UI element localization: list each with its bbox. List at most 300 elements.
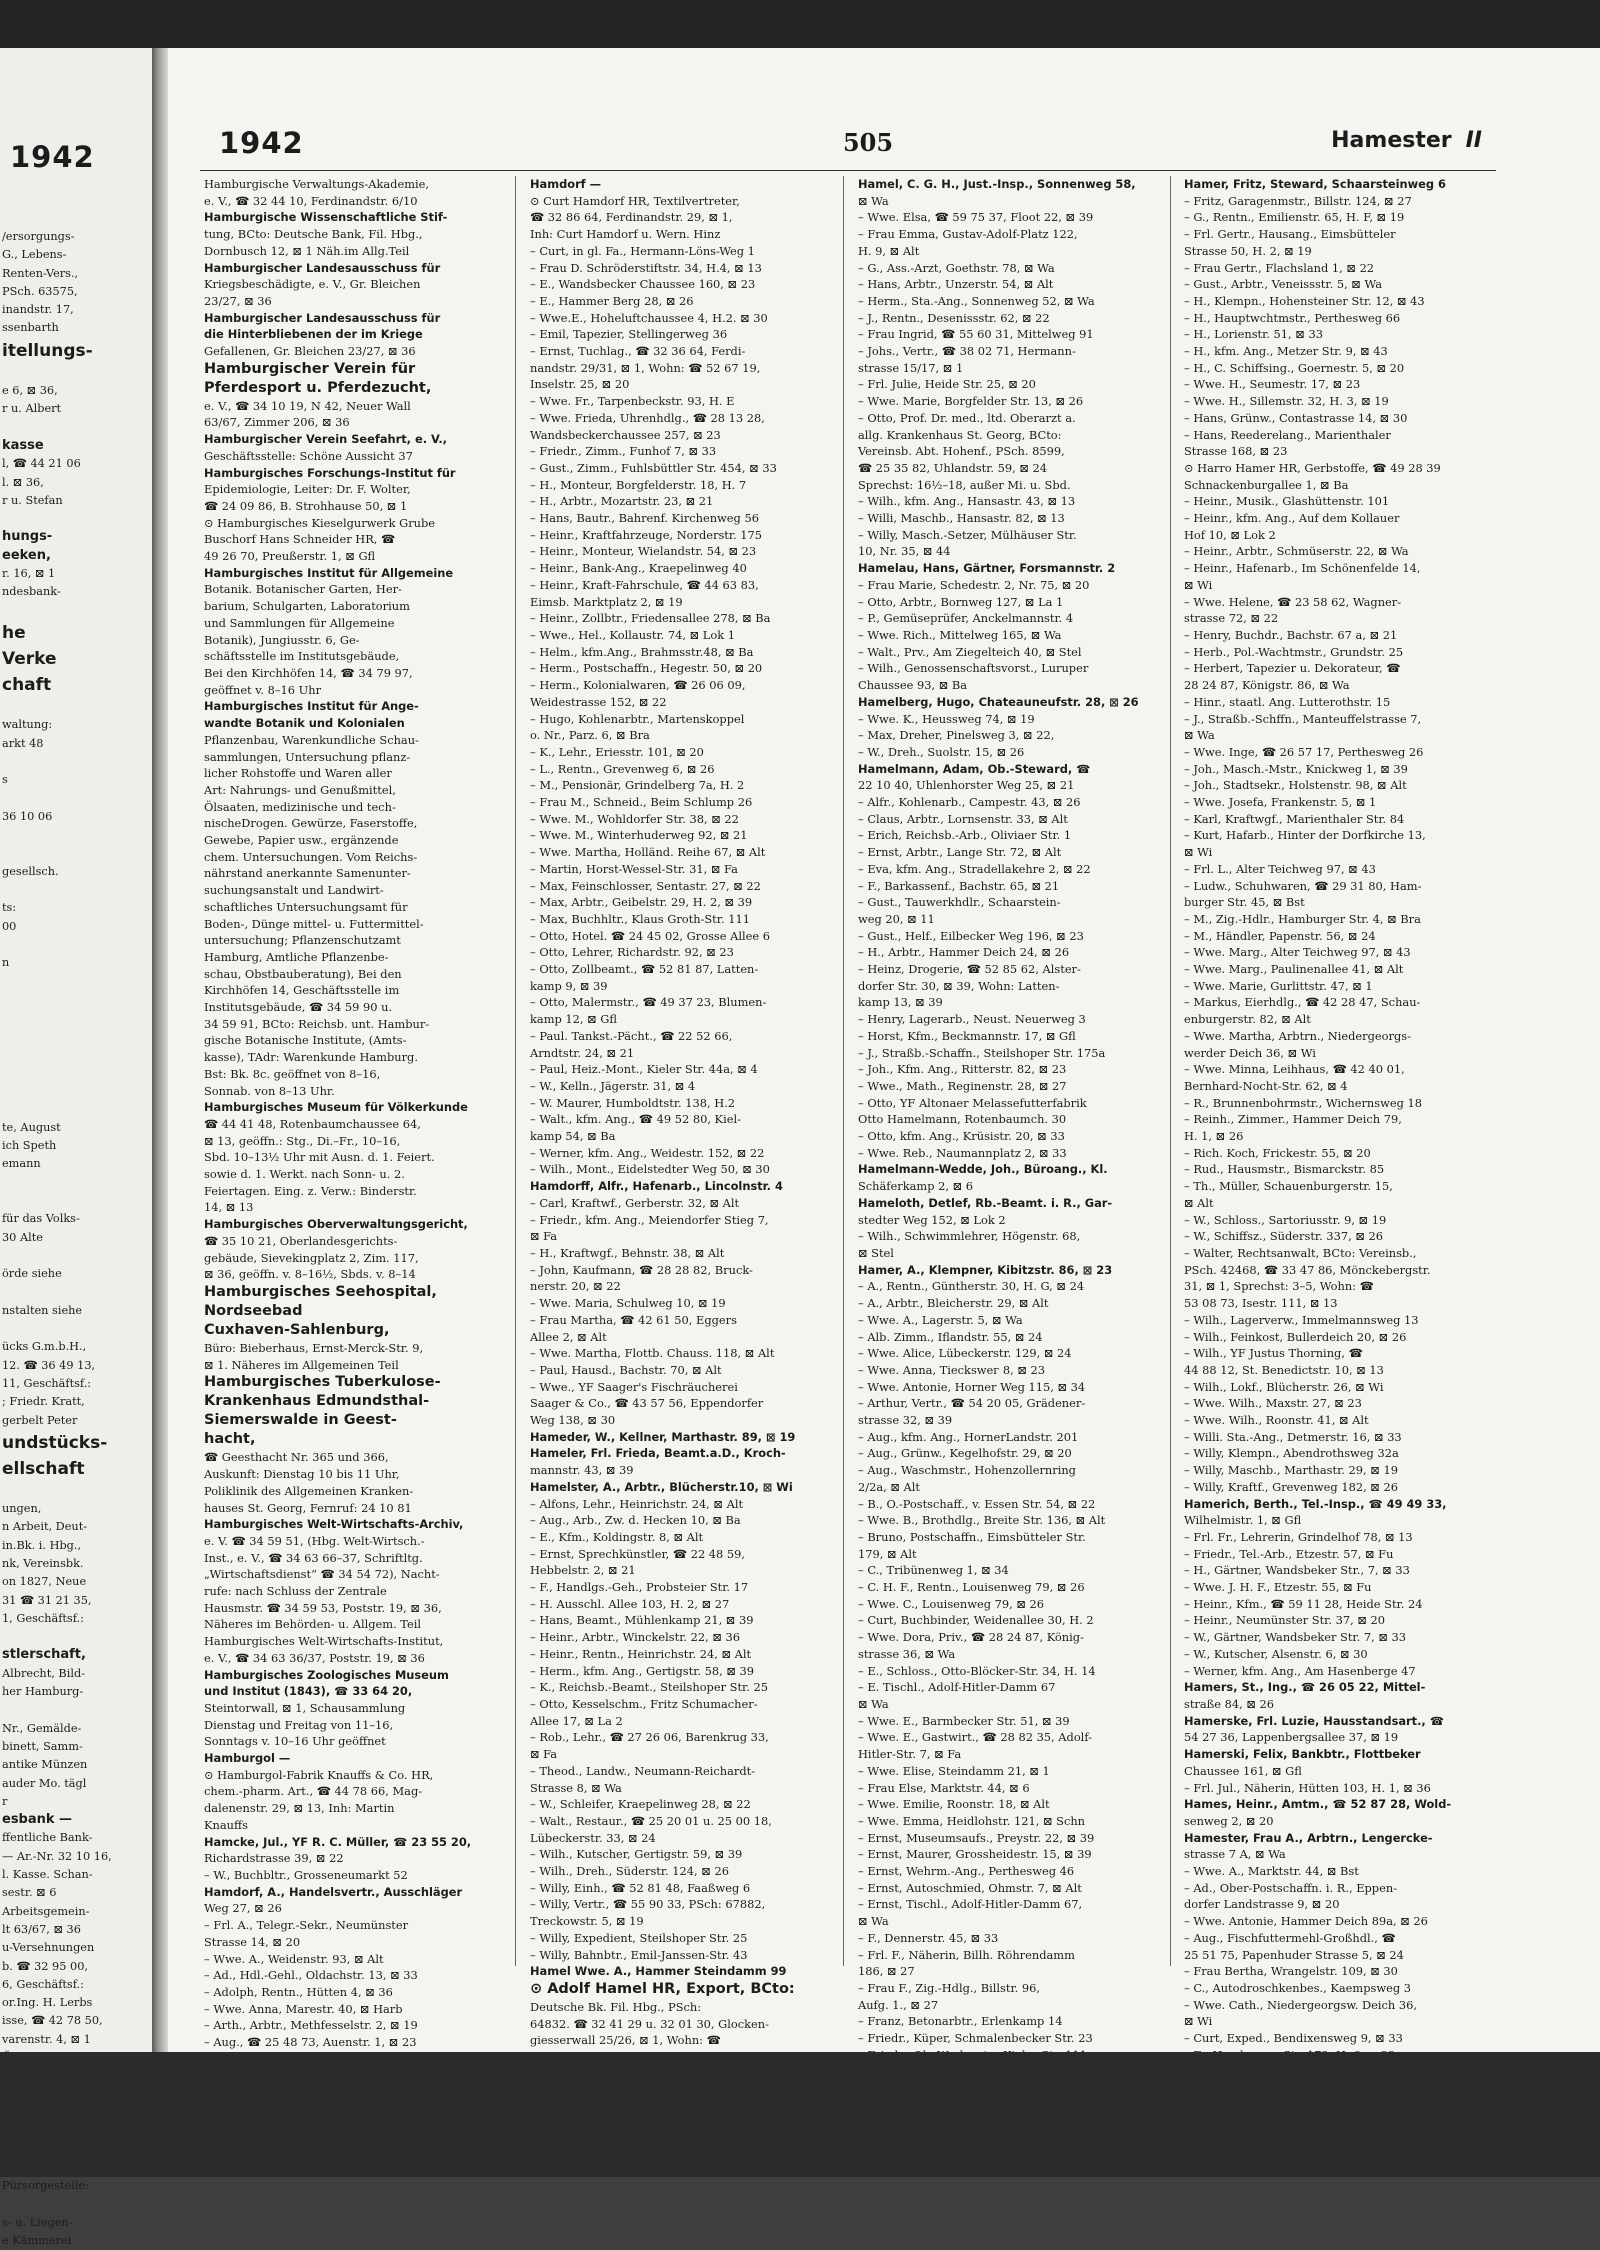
directory-line: e. V., ☎ 34 63 36/37, Poststr. 19, ⊠ 36 [204, 1650, 425, 1665]
directory-line: für das Volks- [2, 1212, 80, 1226]
directory-line: – Frl. L., Alter Teichweg 97, ⊠ 43 [1184, 861, 1376, 876]
directory-line: Aufg. 1., ⊠ 27 [858, 1997, 939, 2012]
directory-line: – Wwe. M., Winterhuderweg 92, ⊠ 21 [530, 828, 748, 843]
directory-line: hungs- [2, 529, 53, 545]
directory-line: – Heinr., Arbtr., Schmüserstr. 22, ⊠ Wa [1184, 544, 1409, 559]
directory-line: e Kämmerei [2, 2233, 72, 2247]
directory-line: Deutsche Bk. Fil. Hbg., PSch: [530, 1999, 702, 2014]
directory-line: ⊠ 13, geöffn.: Stg., Di.–Fr., 10–16, [204, 1133, 401, 1148]
directory-line: Bst: Bk. 8c. geöffnet von 8–16, [204, 1066, 381, 1081]
directory-line: – E., Hammer Berg 28, ⊠ 26 [530, 293, 694, 308]
directory-line: – Wwe. Martha, Arbtrn., Niedergeorgs- [1184, 1028, 1411, 1043]
column-2 [530, 176, 816, 2048]
directory-line: Hamburgischer Verein für [204, 360, 416, 377]
directory-line: – Otto, Malermstr., ☎ 49 37 23, Blumen- [530, 995, 767, 1010]
directory-line: r u. Stefan [2, 493, 63, 507]
directory-line: – Max, Feinschlosser, Sentastr. 27, ⊠ 22 [530, 878, 761, 893]
directory-line: Hamcke, Jul., YF R. C. Müller, ☎ 23 55 20, [204, 1834, 472, 1849]
directory-line: Hames, Heinr., Amtm., ☎ 52 87 28, Wold- [1184, 1797, 1452, 1812]
directory-line: Inselstr. 25, ⊠ 20 [530, 377, 630, 392]
directory-line: – W., Schiffsz., Süderstr. 337, ⊠ 26 [1184, 1229, 1383, 1244]
directory-line [2, 1082, 150, 1100]
directory-line: geöffnet v. 8–16 Uhr [204, 682, 322, 697]
directory-line [2, 1482, 150, 1500]
directory-line: – A., Arbtr., Bleicherstr. 29, ⊠ Alt [858, 1296, 1049, 1311]
directory-line: Kriegsbeschädigte, e. V., Gr. Bleichen [204, 277, 421, 292]
directory-line: – R., Brunnenbohrmstr., Wichernsweg 18 [1184, 1095, 1422, 1110]
directory-line: ☎ 44 41 48, Rotenbaumchaussee 64, [204, 1116, 421, 1131]
directory-line: strasse 15/17, ⊠ 1 [858, 360, 964, 375]
directory-line: b. ☎ 32 95 00, [2, 1959, 88, 1973]
directory-line: Pflanzenbau, Warenkundliche Schau- [204, 732, 419, 747]
directory-line: – Willy, Expedient, Steilshoper Str. 25 [530, 1930, 748, 1945]
directory-line: werder Deich 36, ⊠ Wi [1184, 1045, 1316, 1060]
directory-line: – Otto, Kesselschm., Fritz Schumacher- [530, 1696, 758, 1711]
directory-line: – Ad., Hdl.-Gehl., Oldachstr. 13, ⊠ 33 [204, 1968, 418, 1983]
directory-line: sammlungen, Untersuchung pflanz- [204, 749, 411, 764]
directory-line: binett, Samm- [2, 1739, 83, 1753]
running-head-name: Hamester [1331, 128, 1452, 153]
column-4 [1184, 176, 1470, 2046]
directory-line: – J., Rentn., Desenissstr. 62, ⊠ 22 [858, 310, 1050, 325]
directory-line: – Fritz, Garagenmstr., Billstr. 124, ⊠ 27 [1184, 193, 1412, 208]
directory-line: – Heinr., Kfm., ☎ 59 11 28, Heide Str. 24 [1184, 1596, 1423, 1611]
directory-line: Cuxhaven-Sahlenburg, [204, 1322, 390, 1338]
directory-line: nährstand anerkannte Samenunter- [204, 866, 411, 881]
directory-line: Inst., e. V., ☎ 34 63 66–37, Schriftltg. [204, 1550, 423, 1565]
directory-line: Hamburgisches Institut für Allgemeine [204, 565, 454, 580]
directory-line: 00 [2, 919, 17, 933]
directory-line: isse, ☎ 42 78 50, [2, 2014, 103, 2028]
directory-line: – Arth., Arbtr., Methfesselstr. 2, ⊠ 19 [204, 2018, 418, 2033]
directory-line: ⊙ Curt Hamdorf HR, Textilvertreter, [530, 193, 740, 208]
directory-line: – Wwe. Marie, Gurlittstr. 47, ⊠ 1 [1184, 978, 1373, 993]
directory-line: Wilhelmistr. 1, ⊠ Gfl [1184, 1513, 1302, 1528]
directory-line: l, ☎ 44 21 06 [2, 457, 81, 471]
directory-line: – Ad., Ober-Postschaffn. i. R., Eppen- [1184, 1880, 1398, 1895]
directory-line: – Rob., Lehr., ☎ 27 26 06, Barenkrug 33, [530, 1730, 769, 1745]
directory-line: Dienstag und Freitag von 11–16, [204, 1717, 394, 1732]
directory-line: Eimsb. Marktplatz 2, ⊠ 19 [530, 594, 683, 609]
directory-line: Steintorwall, ⊠ 1, Schausammlung [204, 1700, 406, 1715]
directory-line: – Th., Müller, Schauenburgerstr. 15, [1184, 1179, 1393, 1194]
directory-line: – Otto, Prof. Dr. med., ltd. Oberarzt a. [858, 410, 1076, 425]
directory-line: ⊠ Wa [1184, 728, 1215, 743]
directory-line: ⊠ Alt [1184, 1195, 1214, 1210]
directory-line [2, 1064, 150, 1082]
directory-line: Hof 10, ⊠ Lok 2 [1184, 527, 1276, 542]
directory-line: – Otto, Hotel. ☎ 24 45 02, Grosse Allee 6 [530, 928, 770, 943]
directory-line: rufe: nach Schluss der Zentrale [204, 1584, 387, 1599]
directory-line: ich Speth [2, 1139, 57, 1153]
directory-line: – Herb., Pol.-Wachtmstr., Grundstr. 25 [1184, 644, 1404, 659]
directory-line: lt 63/67, ⊠ 36 [2, 1922, 81, 1936]
directory-line [2, 1046, 150, 1064]
directory-line: 28 24 87, Königstr. 86, ⊠ Wa [1184, 678, 1350, 693]
directory-line: Botanik. Botanischer Garten, Her- [204, 582, 402, 597]
directory-line: – Wwe. Marg., Paulinenallee 41, ⊠ Alt [1184, 962, 1404, 977]
directory-line: – Kurt, Hafarb., Hinter der Dorfkirche 13, [1184, 828, 1426, 843]
directory-line: 1, Geschäftsf.: [2, 1611, 84, 1625]
directory-line: Gewebe, Papier usw., ergänzende [204, 833, 399, 848]
directory-line: – W., Kelln., Jägerstr. 31, ⊠ 4 [530, 1078, 696, 1093]
directory-line: – John, Kaufmann, ☎ 28 28 82, Bruck- [530, 1262, 753, 1277]
directory-line: allg. Krankenhaus St. Georg, BCto: [858, 427, 1062, 442]
directory-line: – Wwe. Anna, Tieckswег 8, ⊠ 23 [858, 1362, 1046, 1377]
directory-line: 49 26 70, Preußerstr. 1, ⊠ Gfl [204, 549, 376, 564]
directory-line: – Walter, Rechtsanwalt, BCto: Vereinsb., [1184, 1246, 1417, 1260]
directory-line: Krankenhaus Edmundsthal- [204, 1393, 430, 1410]
directory-line: senweg 2, ⊠ 20 [1184, 1813, 1274, 1828]
directory-line: sowie d. 1. Werkt. nach Sonn- u. 2. [204, 1167, 405, 1182]
directory-line: mannstr. 43, ⊠ 39 [530, 1463, 634, 1478]
directory-line: s [2, 773, 8, 787]
directory-line: ⊠ Wi [1184, 845, 1213, 860]
directory-line: – Wwe. Marie, Borgfelder Str. 13, ⊠ 26 [858, 394, 1084, 409]
directory-line: – H., Arbtr., Hammer Deich 24, ⊠ 26 [858, 945, 1070, 960]
directory-line: – Wwe. B., Brothdlg., Breite Str. 136, ⊠ Alt [858, 1513, 1106, 1528]
directory-line: – Frau Marie, Schedestr. 2, Nr. 75, ⊠ 20 [858, 577, 1090, 592]
directory-line: Feiertagen. Eing. z. Verw.: Binderstr. [204, 1183, 417, 1198]
directory-line: – Ludw., Schuhwaren, ☎ 29 31 80, Ham- [1184, 878, 1422, 893]
directory-line: – Reinh., Zimmer., Hammer Deich 79, [1184, 1112, 1402, 1127]
directory-line [2, 1027, 150, 1045]
page-number: 505 [842, 128, 894, 157]
directory-line: Hamel, C. G. H., Just.-Insp., Sonnenweg 58, [858, 177, 1136, 191]
directory-line: – E., Kfm., Koldingstr. 8, ⊠ Alt [530, 1529, 704, 1544]
directory-line: – Wwe. Antonie, Hammer Deich 89a, ⊠ 26 [1184, 1914, 1428, 1929]
directory-line: – Werner, kfm. Ang., Weidestr. 152, ⊠ 22 [530, 1145, 765, 1160]
directory-line: Richardstrasse 39, ⊠ 22 [204, 1851, 344, 1866]
directory-line: nandstr. 29/31, ⊠ 1, Wohn: ☎ 52 67 19, [530, 360, 761, 375]
directory-line: Hebbelstr. 2, ⊠ 21 [530, 1563, 636, 1578]
directory-line: ⊠ Wa [858, 1914, 889, 1929]
directory-line: – Carl, Kraftwf., Gerberstr. 32, ⊠ Alt [530, 1195, 740, 1210]
directory-line: auder Mo. tägl [2, 1776, 87, 1790]
directory-line: – Wilh., Genossenschaftsvorst., Luruper [858, 661, 1089, 676]
directory-line: – P., Gemüseprüfer, Anckelmannstr. 4 [858, 611, 1074, 626]
directory-line: strasse 32, ⊠ 39 [858, 1413, 953, 1428]
directory-line: – C., Autodroschkenbes., Kaempsweg 3 [1184, 1980, 1411, 1995]
directory-line: 31, ⊠ 1, Sprechst: 3–5, Wohn: ☎ [1184, 1279, 1374, 1294]
directory-line: – Helm., kfm.Ang., Brahmsstr.48, ⊠ Ba [530, 644, 754, 659]
directory-line: u-Versehnungen [2, 1941, 95, 1955]
directory-line: Hamdorf — [530, 177, 601, 191]
directory-line: te, August [2, 1120, 61, 1134]
directory-line: – Hinr., staatl. Ang. Lutterothstr. 15 [1184, 694, 1391, 709]
directory-line: – Ernst, Arbtr., Lange Str. 72, ⊠ Alt [858, 845, 1062, 860]
directory-line: – Wwe. Reb., Naumannplatz 2, ⊠ 33 [858, 1145, 1067, 1160]
directory-line: – F., Dennerstr. 45, ⊠ 33 [858, 1930, 999, 1945]
directory-line: ⊠ Wi [1184, 577, 1213, 592]
directory-line: – Hans, Arbtr., Unzerstr. 54, ⊠ Alt [858, 277, 1054, 292]
directory-line: – M., Zig.-Hdlr., Hamburger Str. 4, ⊠ Bra [1184, 911, 1421, 926]
directory-line: Renten-Vers., [2, 266, 79, 280]
directory-line: r. 16, ⊠ 1 [2, 567, 56, 581]
directory-line: e 6, ⊠ 36, [2, 384, 58, 398]
directory-line: Hamburgischer Verein Seefahrt, e. V., [204, 432, 447, 447]
directory-line: die Hinterbliebenen der im Kriege [204, 327, 423, 342]
directory-line [2, 364, 150, 382]
directory-line: – W., Schloss., Sartoriusstr. 9, ⊠ 19 [1184, 1212, 1387, 1227]
directory-line: – W., Kutscher, Alsenstr. 6, ⊠ 30 [1184, 1646, 1368, 1661]
directory-line: – Wwe. Inge, ☎ 26 57 17, Perthesweg 26 [1184, 744, 1424, 759]
directory-line: Chaussee 93, ⊠ Ba [858, 678, 968, 693]
directory-line: Hausmstr. ☎ 34 59 53, Poststr. 19, ⊠ 36, [204, 1600, 442, 1615]
directory-line: G., Lebens- [2, 248, 67, 262]
column-divider [843, 176, 844, 1966]
directory-line: emann [2, 1157, 41, 1171]
directory-line: Hamelmann, Adam, Ob.-Steward, ☎ [858, 761, 1091, 776]
directory-line: 12. ☎ 36 49 13, [2, 1358, 96, 1372]
directory-line: – Heinr., kfm. Ang., Auf dem Kollauer [1184, 511, 1400, 526]
directory-line: – Willy, Einh., ☎ 52 81 48, Faaßweg 6 [530, 1880, 751, 1895]
directory-line: strasse 72, ⊠ 22 [1184, 611, 1279, 626]
directory-line: varenstr. 4, ⊠ 1 [2, 2032, 91, 2046]
directory-line: arkt 48 [2, 736, 44, 750]
directory-line: Strasse 50, H. 2, ⊠ 19 [1184, 243, 1312, 258]
directory-line [2, 753, 150, 771]
directory-line: – Wwe., Hel., Kollaustr. 74, ⊠ Lok 1 [530, 627, 735, 642]
directory-line: – Wilh., Lokf., Blücherstr. 26, ⊠ Wi [1184, 1379, 1384, 1394]
directory-line: – Frau Gertr., Flachsland 1, ⊠ 22 [1184, 260, 1375, 275]
directory-line: – Rud., Hausmstr., Bismarckstr. 85 [1184, 1162, 1385, 1177]
directory-line: – Willy, Bahnbtr., Emil-Janssen-Str. 43 [530, 1947, 748, 1962]
directory-line: – Wwe. Dora, Priv., ☎ 28 24 87, König- [858, 1630, 1084, 1645]
directory-line: dalenenstr. 29, ⊠ 13, Inh: Martin [204, 1801, 395, 1816]
directory-line: – H., C. Schiffsing., Goernestr. 5, ⊠ 20 [1184, 360, 1405, 375]
directory-line: Hamburgisches Forschungs-Institut für [204, 465, 456, 480]
directory-line: – Wwe. Emma, Heidlohstr. 121, ⊠ Schn [858, 1813, 1086, 1828]
directory-line: ellschaft [2, 1458, 85, 1479]
directory-line: – Wwe. E., Gastwirt., ☎ 28 82 35, Adolf- [858, 1730, 1092, 1745]
directory-line: 22 10 40, Uhlenhorster Weg 25, ⊠ 21 [858, 778, 1075, 793]
directory-line: Dornbusch 12, ⊠ 1 Näh.im Allg.Teil [204, 243, 410, 258]
directory-line: giesserwall 25/26, ⊠ 1, Wohn: ☎ [530, 2033, 721, 2048]
directory-line: dorfer Str. 30, ⊠ 39, Wohn: Latten- [858, 978, 1060, 993]
directory-line: – Herm., Sta.-Ang., Sonnenweg 52, ⊠ Wa [858, 293, 1095, 308]
directory-line: inandstr. 17, [2, 303, 74, 317]
directory-line: e. V. ☎ 34 59 51, (Hbg. Welt-Wirtsch.- [204, 1533, 425, 1548]
directory-line: – Wilh., Lagerverw., Immelmannsweg 13 [1184, 1312, 1419, 1327]
directory-line: – Herm., Postschaffn., Hegestr. 50, ⊠ 20 [530, 661, 763, 676]
directory-line: strasse 7 A, ⊠ Wa [1184, 1847, 1286, 1862]
directory-line: und Institut (1843), ☎ 33 64 20, [204, 1684, 413, 1699]
directory-line: – Willy, Maschb., Marthastr. 29, ⊠ 19 [1184, 1463, 1398, 1478]
directory-line: ⊠ Wa [858, 193, 889, 208]
directory-line: Näheres im Behörden- u. Allgem. Teil [204, 1617, 422, 1632]
directory-line: 53 08 73, Isestr. 111, ⊠ 13 [1184, 1296, 1338, 1311]
directory-line: – Aug., Fischfuttermehl-Großhdl., ☎ [1184, 1930, 1396, 1945]
directory-line: – Paul, Hausd., Bachstr. 70, ⊠ Alt [530, 1362, 722, 1377]
directory-line: Vereinsb. Abt. Hohenf., PSch. 8599, [858, 444, 1065, 459]
directory-line: – Gust., Zimm., Fuhlsbüttler Str. 454, ⊠ 33 [530, 460, 777, 475]
directory-line: – A., Rentn., Güntherstr. 30, H. G, ⊠ 24 [858, 1279, 1085, 1294]
directory-line: — Ar.-Nr. 32 10 16, [2, 1849, 112, 1863]
directory-line: Hamburgische Verwaltungs-Akademie, [204, 177, 429, 191]
directory-line: ssenbarth [2, 321, 59, 335]
directory-line: H. 9, ⊠ Alt [858, 243, 920, 258]
directory-line: Sbd. 10–13½ Uhr mit Ausn. d. 1. Feiert. [204, 1150, 435, 1165]
directory-line: Gefallenen, Gr. Bleichen 23/27, ⊠ 36 [204, 344, 416, 359]
book-gutter [152, 48, 168, 2052]
directory-line: ffentliche Bank- [2, 1831, 93, 1845]
directory-line: Hamerski, Felix, Bankbtr., Flottbeker [1184, 1747, 1421, 1762]
directory-line: Hamelau, Hans, Gärtner, Forsmannstr. 2 [858, 561, 1116, 576]
directory-line: esbank — [2, 1812, 73, 1828]
directory-line: – Hans, Beamt., Mühlenkamp 21, ⊠ 39 [530, 1613, 754, 1628]
directory-line: – Aug., kfm. Ang., HornerLandstr. 201 [858, 1429, 1079, 1444]
directory-line: – Wilh., Kutscher, Gertigstr. 59, ⊠ 39 [530, 1847, 743, 1862]
directory-line: he [2, 622, 26, 643]
directory-line: – Friedr., Zimm., Funhof 7, ⊠ 33 [530, 444, 717, 459]
directory-line: – Frl. Fr., Lehrerin, Grindelhof 78, ⊠ 13 [1184, 1529, 1413, 1544]
column-1 [204, 176, 490, 2050]
directory-line: – Frl. Julie, Heide Str. 25, ⊠ 20 [858, 377, 1036, 392]
directory-line: Nr., Gemälde- [2, 1721, 82, 1735]
directory-line: ⊙ Harro Hamer HR, Gerbstoffe, ☎ 49 28 39 [1184, 460, 1441, 475]
directory-line: – W., Buchbltr., Grosseneumarkt 52 [204, 1867, 408, 1882]
directory-line: Strasse 8, ⊠ Wa [530, 1780, 622, 1795]
directory-line: Epidemiologie, Leiter: Dr. F. Wolter, [204, 482, 411, 497]
directory-line: nk, Vereinsbk. [2, 1557, 84, 1570]
directory-line: hacht, [204, 1431, 256, 1448]
directory-line [2, 826, 150, 844]
directory-line: gische Botanische Institute, (Amts- [204, 1033, 407, 1048]
directory-line: kasse [2, 437, 44, 453]
directory-line: – Willy, Kraftf., Grevenweg 182, ⊠ 26 [1184, 1479, 1398, 1494]
directory-line: dorfer Landstrasse 9, ⊠ 20 [1184, 1897, 1340, 1912]
directory-line: – Heinr., Kraft-Fahrschule, ☎ 44 63 83, [530, 577, 759, 592]
directory-line: waltung: [2, 718, 53, 732]
directory-line: ⊠ 1. Näheres im Allgemeinen Teil [204, 1357, 399, 1372]
directory-line: or.Ing. H. Lerbs [2, 1996, 93, 2010]
directory-line: – J., Straßb.-Schaffn., Steilshoper Str. 175a [858, 1045, 1106, 1060]
directory-line: ⊠ Wa [858, 1696, 889, 1711]
directory-line: – Adolph, Rentn., Hütten 4, ⊠ 36 [204, 1984, 393, 1999]
directory-line [2, 2195, 150, 2213]
directory-line: Treckowstr. 5, ⊠ 19 [530, 1914, 644, 1929]
directory-line: – Ernst, Sprechkünstler, ☎ 22 48 59, [530, 1546, 746, 1561]
directory-line: Verke [2, 648, 57, 669]
directory-line: – Heinr., Monteur, Wielandstr. 54, ⊠ 23 [530, 544, 757, 559]
directory-line: – Herm., Kolonialwaren, ☎ 26 06 09, [530, 678, 746, 693]
directory-line: – Werner, kfm. Ang., Am Hasenberge 47 [1184, 1663, 1416, 1678]
directory-line: – Willi. Sta.-Ang., Detmerstr. 16, ⊠ 33 [1184, 1429, 1402, 1444]
directory-line: itellungs- [2, 340, 93, 361]
directory-line: – Wwe. Anna, Marestr. 40, ⊠ Harb [204, 2001, 403, 2016]
directory-line: ☎ 32 86 64, Ferdinandstr. 29, ⊠ 1, [530, 210, 733, 225]
directory-line: r [2, 1794, 8, 1808]
directory-line: ts: [2, 901, 17, 915]
directory-line: – Horst, Kfm., Beckmannstr. 17, ⊠ Gfl [858, 1028, 1076, 1043]
directory-line: Bei den Kirchhöfen 14, ☎ 34 79 97, [204, 665, 413, 680]
directory-line: Hamer, Fritz, Steward, Schaarsteinweg 6 [1184, 177, 1446, 191]
directory-line: 30 Alte [2, 1230, 43, 1244]
directory-line: Hitler-Str. 7, ⊠ Fa [858, 1747, 962, 1762]
directory-line: ☎ 25 35 82, Uhlandstr. 59, ⊠ 24 [858, 460, 1048, 475]
directory-line: s- u. Liegen- [2, 2215, 73, 2229]
directory-line: – Otto, Lehrer, Richardstr. 92, ⊠ 23 [530, 945, 734, 960]
directory-line: – Paul, Heiz.-Mont., Kieler Str. 44a, ⊠ 4 [530, 1062, 758, 1077]
directory-line: Lübeckerstr. 33, ⊠ 24 [530, 1830, 656, 1845]
directory-line: Bernhard-Nocht-Str. 62, ⊠ 4 [1184, 1078, 1348, 1093]
directory-line: Hameder, W., Kellner, Marthastr. 89, ⊠ 19 [530, 1429, 796, 1444]
directory-line: Sonnab. von 8–13 Uhr. [204, 1083, 335, 1098]
directory-line [2, 602, 150, 620]
directory-line: – Wwe. J. H. F., Etzestr. 55, ⊠ Fu [1184, 1580, 1372, 1595]
directory-line: Botanik), Jungiusstr. 6, Ge- [204, 632, 360, 647]
directory-line: – Paul. Tankst.-Pächt., ☎ 22 52 66, [530, 1028, 733, 1043]
page-year: 1942 [219, 126, 304, 160]
directory-line: – B., O.-Postschaff., v. Essen Str. 54, ⊠ 22 [858, 1496, 1096, 1511]
directory-line: ☎ 35 10 21, Oberlandesgerichts- [204, 1233, 398, 1248]
directory-line: – C., Tribünenweg 1, ⊠ 34 [858, 1563, 1009, 1578]
directory-line: – Wwe. Josefa, Frankenstr. 5, ⊠ 1 [1184, 795, 1377, 810]
directory-line: – Wwe. H., Sillemstr. 32, H. 3, ⊠ 19 [1184, 394, 1389, 409]
directory-line: Albrecht, Bild- [2, 1666, 85, 1680]
directory-line: – Curt, Buchbinder, Weidenallee 30, H. 2 [858, 1613, 1094, 1628]
directory-line: – H., Arbtr., Mozartstr. 23, ⊠ 21 [530, 494, 714, 509]
directory-line: – Hans, Reederelang., Marienthaler [1184, 427, 1391, 442]
directory-line: – Wilh., Dreh., Süderstr. 124, ⊠ 26 [530, 1864, 729, 1879]
directory-line: – Frau D. Schröderstiftstr. 34, H.4, ⊠ 13 [530, 260, 762, 275]
directory-line: kamp 12, ⊠ Gfl [530, 1012, 618, 1027]
running-head [1331, 128, 1482, 153]
directory-line: – Aug., ☎ 25 48 73, Auenstr. 1, ⊠ 23 [204, 2035, 417, 2050]
directory-line: enburgerstr. 82, ⊠ Alt [1184, 1012, 1311, 1027]
previous-page-text [2, 228, 150, 2250]
directory-line: 10, Nr. 35, ⊠ 44 [858, 544, 951, 559]
directory-line: – Willy, Masch.-Setzer, Mülhäuser Str. [858, 527, 1077, 542]
directory-line: – Frl. F., Näherin, Billh. Röhrendamm [858, 1947, 1075, 1962]
directory-line: barium, Schulgarten, Laboratorium [204, 599, 410, 614]
directory-line: – Max, Dreher, Pinelsweg 3, ⊠ 22, [858, 728, 1055, 743]
directory-line: – Hans, Grünw., Contastrasse 14, ⊠ 30 [1184, 410, 1408, 425]
directory-line: – Frau Emma, Gustav-Adolf-Platz 122, [858, 227, 1078, 242]
directory-line: – Heinr., Rentn., Heinrichstr. 24, ⊠ Alt [530, 1646, 752, 1661]
directory-line: – Willy, Klempn., Abendrothsweg 32a [1184, 1446, 1399, 1461]
directory-line: l. ⊠ 36, [2, 475, 44, 489]
directory-line: Kirchhöfen 14, Geschäftsstelle im [204, 983, 400, 998]
directory-line: – Curt, in gl. Fa., Hermann-Löns-Weg 1 [530, 243, 755, 258]
directory-line [2, 991, 150, 1009]
directory-line: stedter Weg 152, ⊠ Lok 2 [858, 1212, 1006, 1227]
directory-line: Knauffs [204, 1817, 248, 1832]
directory-line: – Max, Buchhltr., Klaus Groth-Str. 111 [530, 911, 750, 926]
directory-line [2, 789, 150, 807]
directory-line: Hamer, A., Klempner, Kibitzstr. 86, ⊠ 23 [858, 1262, 1113, 1277]
directory-line: Hamburgisches Tuberkulose- [204, 1374, 441, 1391]
directory-line: ; Friedr. Kratt, [2, 1395, 85, 1409]
directory-line: – Otto, YF Altonaer Melassefutterfabrik [858, 1095, 1087, 1110]
directory-line: Ölsaaten, medizinische und tech- [204, 799, 396, 814]
directory-line: licher Rohstoffe und Waren aller [204, 766, 392, 781]
directory-line: – F., Barkassenf., Bachstr. 65, ⊠ 21 [858, 878, 1060, 893]
directory-line: ⊙ Hamburgol-Fabrik Knauffs & Co. HR, [204, 1767, 434, 1782]
directory-line: ⊙ Adolf Hamel HR, Export, BCto: [530, 1980, 795, 1997]
directory-line: Nordseebad [204, 1303, 303, 1319]
directory-line: – Aug., Grünw., Kegelhofstr. 29, ⊠ 20 [858, 1446, 1072, 1461]
directory-line: ⊠ 36, geöffn. v. 8–16½, Sbds. v. 8–14 [204, 1267, 416, 1282]
directory-line: örde siehe [2, 1267, 62, 1281]
directory-line: – E., Schloss., Otto-Blöcker-Str. 34, H. 14 [858, 1663, 1096, 1678]
directory-line: Hamburgische Wissenschaftliche Stif- [204, 210, 448, 225]
directory-line: – Karl, Kraftwgf., Marienthaler Str. 84 [1184, 811, 1405, 826]
directory-line: Institutsgebäude, ☎ 34 59 90 u. [204, 1000, 393, 1015]
directory-line: – Wwe. A., Weidenstr. 93, ⊠ Alt [204, 1951, 384, 1966]
directory-line: – H., kfm. Ang., Metzer Str. 9, ⊠ 43 [1184, 344, 1388, 359]
